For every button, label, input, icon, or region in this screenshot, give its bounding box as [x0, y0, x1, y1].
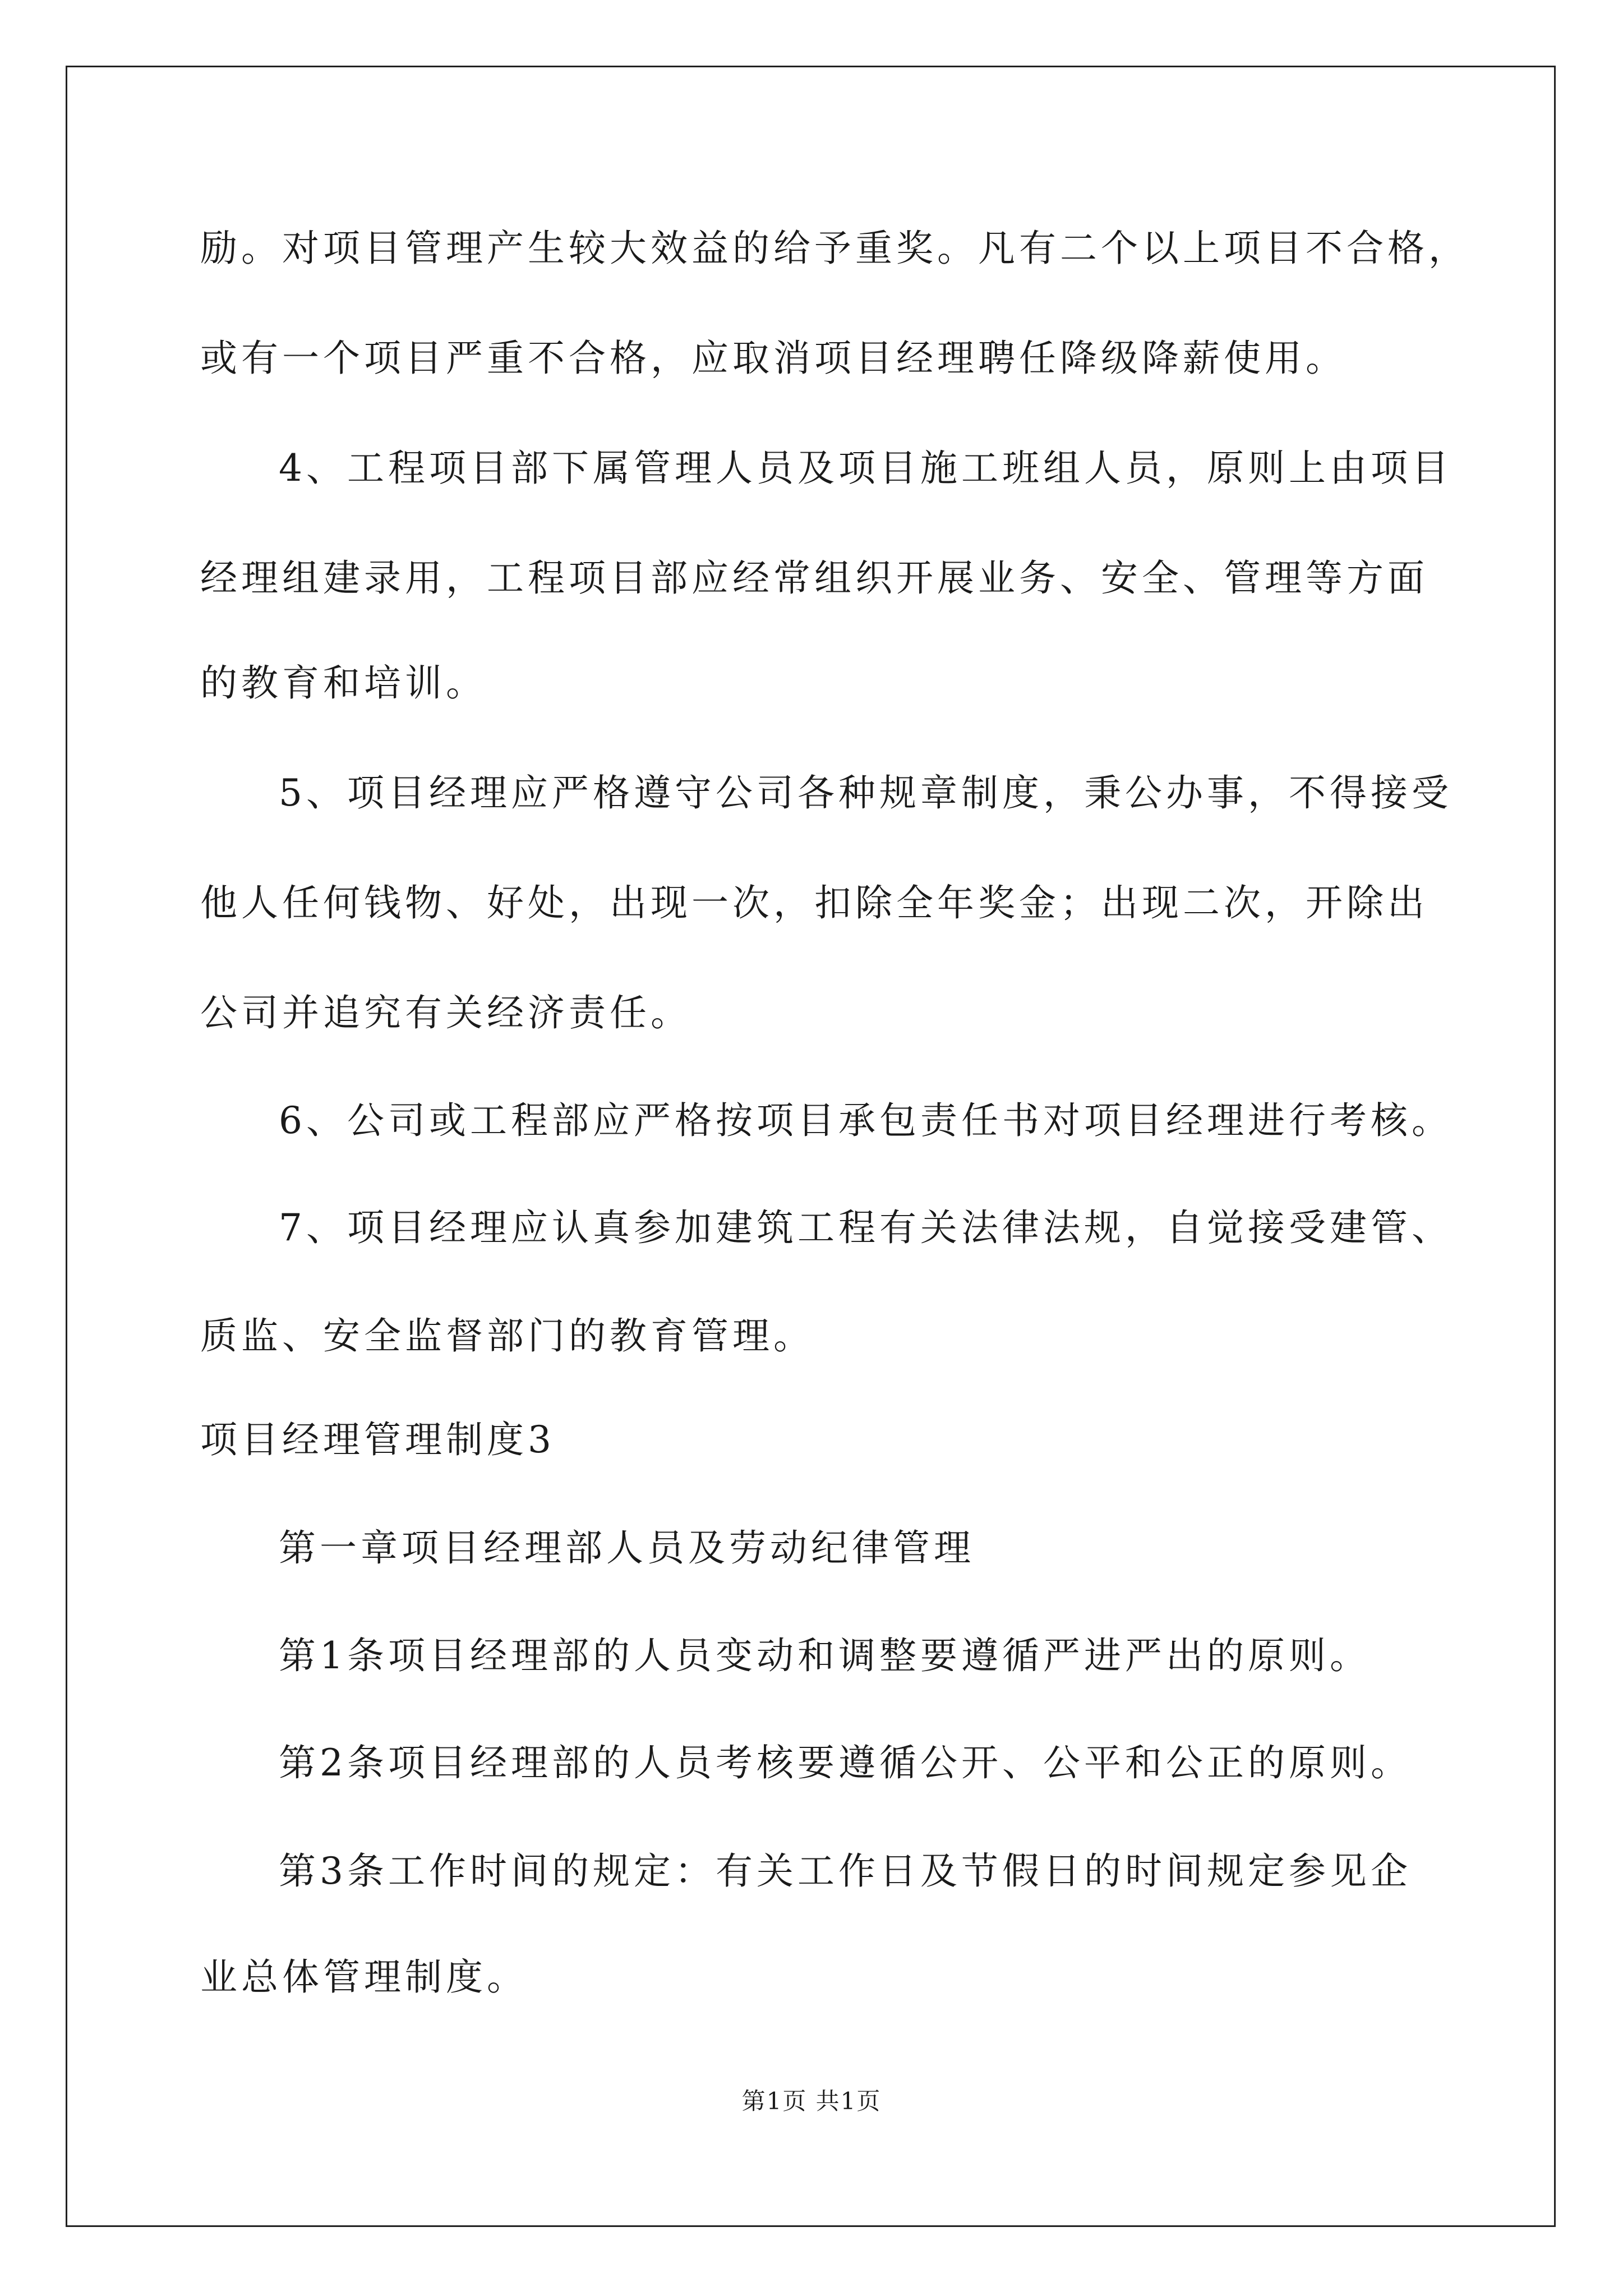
body-line: 6、公司或工程部应严格按项目承包责任书对项目经理进行考核。	[279, 1099, 1453, 1142]
body-line: 公司并追究有关经济责任。	[200, 991, 691, 1034]
body-line: 的教育和培训。	[200, 661, 487, 705]
body-line: 第3条工作时间的规定：有关工作日及节假日的时间规定参见企	[279, 1849, 1412, 1893]
page-footer: 第1页 共1页	[741, 2087, 882, 2115]
body-line: 7、项目经理应认真参加建筑工程有关法律法规，自觉接受建管、	[279, 1206, 1453, 1249]
body-line: 质监、安全监督部门的教育管理。	[200, 1314, 814, 1358]
page-border	[66, 66, 1556, 2227]
body-line: 第1条项目经理部的人员变动和调整要遵循严进严出的原则。	[279, 1634, 1371, 1677]
body-line: 第2条项目经理部的人员考核要遵循公开、公平和公正的原则。	[279, 1741, 1412, 1784]
body-line: 他人任何钱物、好处，出现一次，扣除全年奖金；出现二次，开除出	[200, 881, 1428, 924]
body-line: 或有一个项目严重不合格，应取消项目经理聘任降级降薪使用。	[200, 337, 1347, 380]
body-line: 励。对项目管理产生较大效益的给予重奖。凡有二个以上项目不合格，	[200, 227, 1469, 270]
body-line: 经理组建录用，工程项目部应经常组织开展业务、安全、管理等方面	[200, 556, 1428, 600]
chapter-heading: 第一章项目经理部人员及劳动纪律管理	[279, 1526, 975, 1570]
body-line: 业总体管理制度。	[200, 1955, 528, 1999]
section-heading: 项目经理管理制度3	[200, 1418, 555, 1461]
body-line: 5、项目经理应严格遵守公司各种规章制度，秉公办事，不得接受	[279, 771, 1453, 815]
body-line: 4、工程项目部下属管理人员及项目施工班组人员，原则上由项目	[279, 447, 1453, 490]
